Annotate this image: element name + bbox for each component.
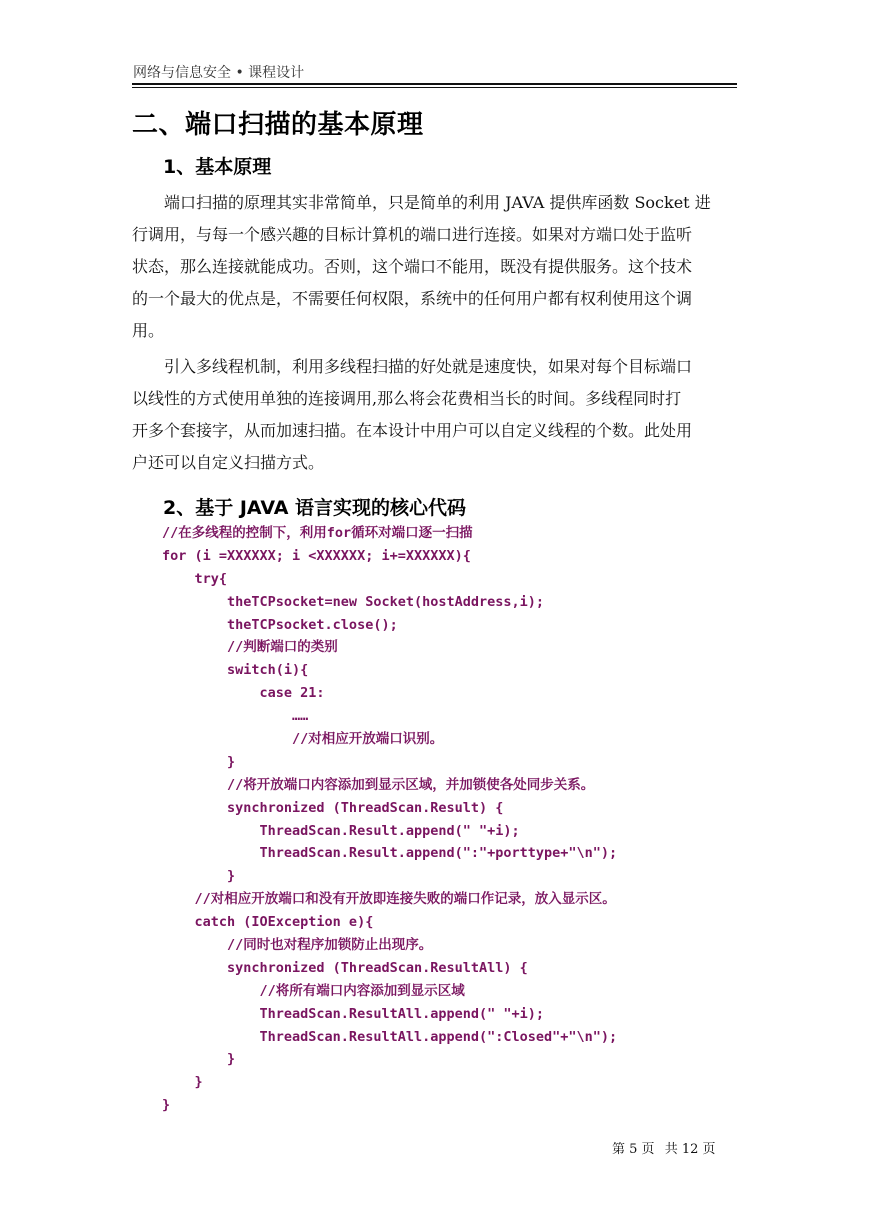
page-total: 共 12 页 [664, 1142, 716, 1157]
code-line: //对相应开放端口识别。 [162, 731, 444, 748]
code-line: } [162, 1051, 236, 1068]
code-line: theTCPsocket=new Socket(hostAddress,i); [162, 593, 545, 610]
code-line: //对相应开放端口和没有开放即连接失败的端口作记录，放入显示区。 [162, 891, 616, 908]
paragraph-line: 户还可以自定义扫描方式。 [132, 453, 325, 472]
code-line: ThreadScan.Result.append(" "+i); [162, 822, 520, 839]
paragraph-line: 端口扫描的原理其实非常简单，只是简单的利用 JAVA 提供库函数 Socket 进 [164, 193, 711, 212]
paragraph-line: 的一个最大的优点是，不需要任何权限，系统中的任何用户都有权利使用这个调 [132, 289, 693, 308]
code-line: synchronized (ThreadScan.Result) { [162, 799, 504, 816]
paragraph-line: 以线性的方式使用单独的连接调用,那么将会花费相当长的时间。多线程同时打 [132, 389, 682, 408]
code-line: } [162, 1097, 171, 1114]
subsection-heading-basic-principle: 1、基本原理 [163, 156, 272, 178]
header-rule-thick [132, 83, 737, 85]
code-line: //将所有端口内容添加到显示区域 [162, 982, 465, 999]
paragraph-line: 用。 [132, 321, 165, 340]
code-line: //在多线程的控制下，利用for循环对端口逐一扫描 [162, 525, 473, 541]
code-line: case 21: [162, 685, 325, 702]
code-line: } [162, 753, 236, 770]
subsection-heading-core-code: 2、基于 JAVA 语言实现的核心代码 [163, 497, 467, 519]
code-line: //将开放端口内容添加到显示区域，并加锁使各处同步关系。 [162, 776, 595, 793]
page-number: 第 5 页 [612, 1142, 655, 1157]
code-line: catch (IOException e){ [162, 914, 374, 931]
code-line: synchronized (ThreadScan.ResultAll) { [162, 959, 528, 976]
paragraph-principle [132, 187, 737, 347]
code-line: ThreadScan.ResultAll.append(":Closed"+"\n"); [162, 1028, 618, 1045]
page-header-title: 网络与信息安全 • 课程设计 [133, 65, 305, 81]
code-block [162, 522, 617, 1117]
code-line: ThreadScan.ResultAll.append(" "+i); [162, 1005, 545, 1022]
code-line: } [162, 1074, 203, 1091]
page-footer [612, 1138, 722, 1157]
paragraph-line: 引入多线程机制，利用多线程扫描的好处就是速度快，如果对每个目标端口 [164, 357, 693, 376]
code-line: theTCPsocket.close(); [162, 616, 398, 633]
code-line: } [162, 868, 236, 885]
code-line: //同时也对程序加锁防止出现序。 [162, 937, 433, 954]
paragraph-line: 行调用，与每一个感兴趣的目标计算机的端口进行连接。如果对方端口处于监听 [132, 225, 693, 244]
code-line: //判断端口的类别 [162, 639, 338, 656]
paragraph-line: 开多个套接字，从而加速扫描。在本设计中用户可以自定义线程的个数。此处用 [132, 421, 693, 440]
code-line: …… [162, 708, 309, 725]
code-line: ThreadScan.Result.append(":"+porttype+"\n"); [162, 845, 618, 862]
code-line: try{ [162, 570, 228, 587]
header-rule-thin [132, 87, 737, 88]
code-line: switch(i){ [162, 662, 309, 679]
code-line: for (i =XXXXXX; i <XXXXXX; i+=XXXXXX){ [162, 547, 471, 564]
section-heading: 二、端口扫描的基本原理 [132, 110, 424, 140]
paragraph-line: 状态，那么连接就能成功。否则，这个端口不能用，既没有提供服务。这个技术 [132, 257, 693, 276]
paragraph-multithread [132, 351, 737, 479]
